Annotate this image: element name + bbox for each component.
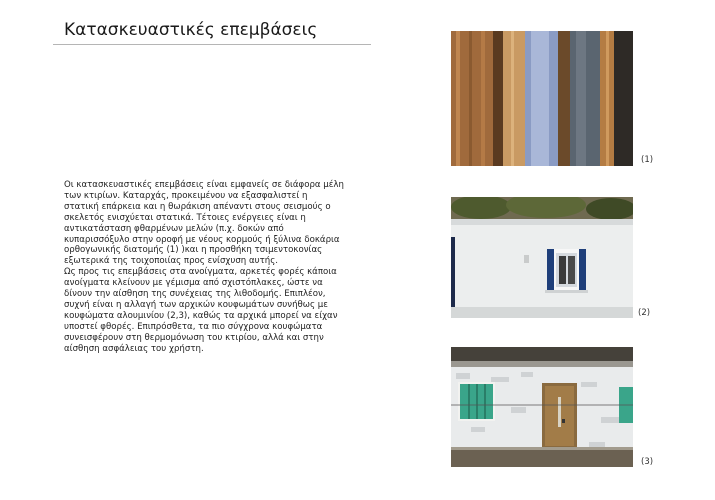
figure-caption-1: (1) bbox=[641, 155, 654, 165]
page-title: Κατασκευαστικές επεμβάσεις bbox=[64, 20, 318, 40]
photo-window-shutters bbox=[451, 197, 633, 318]
paragraph-2: Ως προς τις επεμβάσεις στα ανοίγματα, αρκετές φορές κάποια ανοίγματα κλείνουν με γέμισμα από σχιστόπλακες, ώστε να δίνουν την αίσθηση της συνέχειας της λιθοδομής. Επιπλέον, συχνή είναι η αλλαγή των αρχικών κουφωμάτων συνήθως με κουφώματα αλουμινίου (2,3), καθώς τα αρχικά μπορεί να είχαν υποστεί φθορές. Επιπρόσθετα, τα πιο σύγχρονα κουφώματα συνεισφέρουν στη θερμομόνωση του κτιρίου, αλλά και στην αίσθηση ασφάλειας του χρήστη. bbox=[64, 267, 338, 354]
figure-caption-2: (2) bbox=[638, 308, 651, 318]
paragraph-1: Οι κατασκευαστικές επεμβάσεις είναι εμφανείς σε διάφορα μέλη των κτιρίων. Καταρχάς, προκειμένου να εξασφαλιστεί η στατική επάρκεια και η θωράκιση απέναντι στους σεισμούς ο σκελετός ενισχύεται στατικά. Τέτοιες ενέργειες είναι η αντικατάσταση φθαρμένων μελών (π.χ. δοκών από κυπαρισσόξυλο στην οροφή με νέους κορμούς ή ξύλινα δοκάρια ορθογωνικής διατομής (1) )και η προσθήκη τσιμεντοκονίας εξωτερικά της τοιχοποιίας προς ενίσχυση αυτής. bbox=[64, 180, 344, 267]
body-text bbox=[64, 180, 344, 355]
title-divider bbox=[53, 44, 371, 45]
photo-stone-facade bbox=[451, 347, 633, 467]
figure-caption-3: (3) bbox=[641, 457, 654, 467]
photo-ceiling-beams bbox=[451, 31, 633, 166]
